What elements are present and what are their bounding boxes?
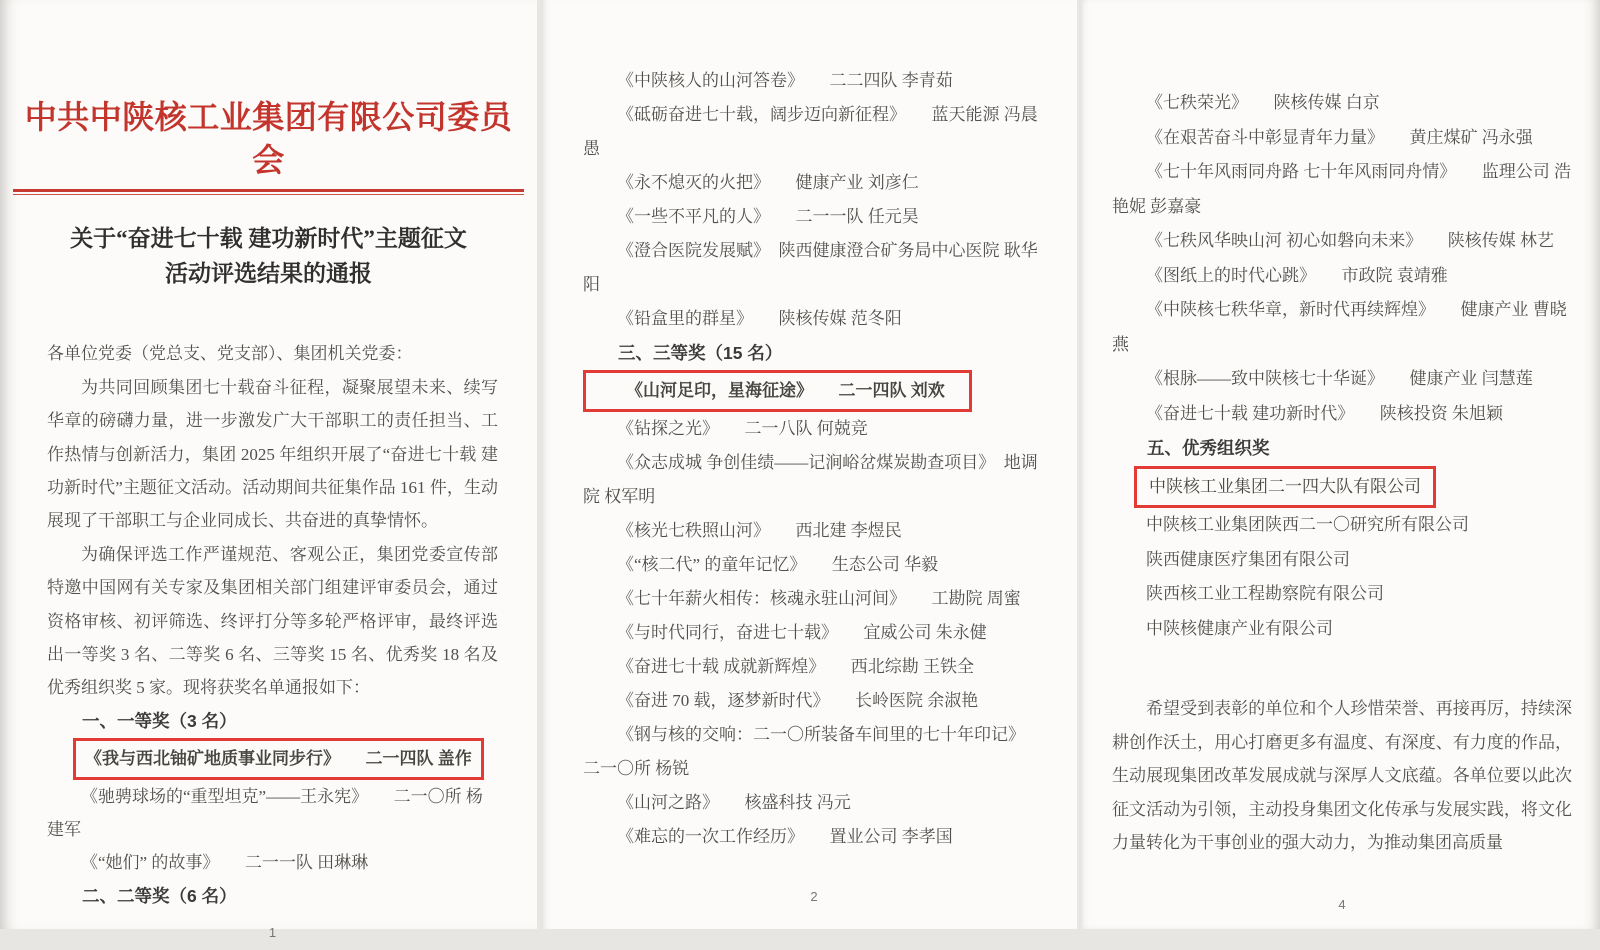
third-prize-list [583, 412, 1045, 854]
award-entry: 《中陕核七秩华章，新时代再续辉煌》 健康产业 曹晓燕 [1112, 300, 1567, 354]
heading-organization-award: 五、优秀组织奖 [1147, 438, 1270, 458]
second-prize-list [583, 64, 1045, 336]
award-entry: 《根脉——致中陕核七十华诞》 健康产业 闫慧莲 [1146, 369, 1533, 388]
award-entry: 《一些不平凡的人》 二一一队 任元昊 [617, 207, 919, 226]
highlighted-entry-third-prize: 《山河足印，星海征途》 二一四队 刘欢 [583, 370, 972, 412]
paragraph-intro: 为共同回顾集团七十载奋斗征程，凝聚展望未来、续写华章的磅礴力量，进一步激发广大干部职工的责任担当、工作热情与创新活力，集团 2025 年组织开展了“奋进七十载 建功新时代”主题征文活动。活动期间共征集作品 161 件，生动展现了干部职工与企业同成长、共奋进的真挚情怀。 [47, 377, 498, 531]
closing-paragraph: 希望受到表彰的单位和个人珍惜荣誉、再接再厉，持续深耕创作沃土，用心打磨更多有温度、有深度、有力度的作品，生动展现集团改革发展成就与深厚人文底蕴。各单位要以此次征文活动为引领，主动投身集团文化传承与发展实践，将文化力量转化为干事创业的强大动力，为推动集团高质量 [1112, 699, 1572, 852]
page-3-body [1112, 86, 1572, 922]
page-number: 4 [1338, 896, 1346, 912]
highlighted-organization: 中陕核工业集团二一四大队有限公司 [1134, 466, 1436, 509]
award-entry: 《澄合医院发展赋》 陕西健康澄合矿务局中心医院 耿华阳 [583, 241, 1038, 294]
award-entry: 《七秩荣光》 陕核传媒 白京 [1146, 93, 1380, 112]
doc-title [13, 221, 524, 291]
heading-second-prize: 二、二等奖（6 名） [82, 885, 237, 906]
first-prize-list [47, 780, 498, 880]
organization-entry: 陕西核工业工程勘察院有限公司 [1146, 584, 1384, 603]
award-entry: 《图纸上的时代心跳》 市政院 袁靖雅 [1146, 265, 1448, 285]
salutation: 各单位党委（党总支、党支部）、集团机关党委： [47, 344, 413, 364]
doc-title-line1: 关于“奋进七十载 建功新时代”主题征文 [70, 226, 467, 252]
award-entry: 《七十年风雨同舟路 七十年风雨同舟情》 监理公司 浩艳妮 彭嘉豪 [1112, 162, 1571, 216]
doc-title-line2: 活动评选结果的通报 [165, 261, 372, 287]
award-entry: 《难忘的一次工作经历》 置业公司 李孝国 [617, 827, 953, 846]
award-entry: 《中陕核人的山河答卷》 二二四队 李青茹 [617, 71, 953, 90]
page-2 [543, 0, 1077, 929]
award-entry: 《钻探之光》 二一八队 何兢竞 [617, 419, 868, 438]
page-3 [1082, 0, 1600, 929]
award-entry: 《核光七秩照山河》 西北建 李煜民 [617, 521, 902, 540]
page-1-body [47, 337, 498, 949]
award-entry: 《山河之路》 核盛科技 冯元 [617, 793, 851, 812]
award-entry: 《“核二代” 的童年记忆》 生态公司 华毅 [617, 555, 939, 574]
award-entry: 《在艰苦奋斗中彰显青年力量》 黄庄煤矿 冯永强 [1146, 127, 1533, 147]
award-entry: 《七秩风华映山河 初心如磐向未来》 陕核传媒 林艺 [1146, 231, 1554, 250]
highlighted-entry-first-prize: 《我与西北铀矿地质事业同步行》 二一四队 盖作 [73, 738, 484, 779]
organization-entry: 陕西健康医疗集团有限公司 [1146, 549, 1350, 569]
organization-list [1112, 508, 1572, 646]
award-entry: 《永不熄灭的火把》 健康产业 刘彦仁 [617, 173, 919, 192]
page-2-body [583, 64, 1045, 914]
organization-entry: 中陕核健康产业有限公司 [1146, 618, 1333, 638]
award-entry: 《奋进 70 载，逐梦新时代》 长岭医院 余淑艳 [617, 691, 979, 710]
page-number: 1 [268, 925, 277, 941]
award-entry: 《“她们” 的故事》 二一一队 田琳琳 [81, 853, 369, 873]
heading-first-prize: 一、一等奖（3 名） [82, 710, 237, 731]
award-entry: 《奋进七十载 建功新时代》 陕核投资 朱旭颖 [1146, 403, 1503, 423]
award-entry: 《驰骋球场的“重型坦克”——王永宪》 二一〇所 杨建军 [47, 786, 483, 840]
award-entry: 《砥砺奋进七十载，阔步迈向新征程》 蓝天能源 冯晨愚 [583, 105, 1038, 158]
paragraph-review: 为确保评选工作严谨规范、客观公正，集团党委宣传部特邀中国网有关专家及集团相关部门组建评审委员会，通过资格审核、初评筛选、终评打分等多轮严格评审，最终评选出一等奖 3 名、二等奖 6 名、三等奖 15 名、优秀奖 18 名及优秀组织奖 5 家。现将获奖名单通报如下： [47, 544, 498, 698]
organization-entry: 中陕核工业集团陕西二一〇研究所有限公司 [1146, 515, 1469, 534]
award-entry: 《奋进七十载 成就新辉煌》 西北综勘 王铁全 [617, 657, 974, 676]
red-rule-thin [13, 194, 524, 195]
org-header: 中共中陕核工业集团有限公司委员会 [24, 99, 513, 179]
page-1 [0, 0, 537, 941]
heading-third-prize: 三、三等奖（15 名） [618, 343, 783, 363]
red-rule-thick [13, 189, 524, 192]
award-entry: 《众志成城 争创佳绩——记涧峪岔煤炭勘查项目》 地调院 权军明 [583, 453, 1038, 506]
award-entry: 《与时代同行，奋进七十载》 宜威公司 朱永健 [617, 623, 987, 642]
excellence-prize-list [1112, 86, 1572, 431]
page-number: 2 [810, 889, 818, 904]
award-entry: 《铅盒里的群星》 陕核传媒 范冬阳 [617, 309, 902, 328]
award-entry: 《钢与核的交响：二一〇所装备车间里的七十年印记》 二一〇所 杨锐 [583, 725, 1034, 778]
award-entry: 《七十年薪火相传：核魂永驻山河间》 工勘院 周蜜 [617, 589, 1021, 608]
